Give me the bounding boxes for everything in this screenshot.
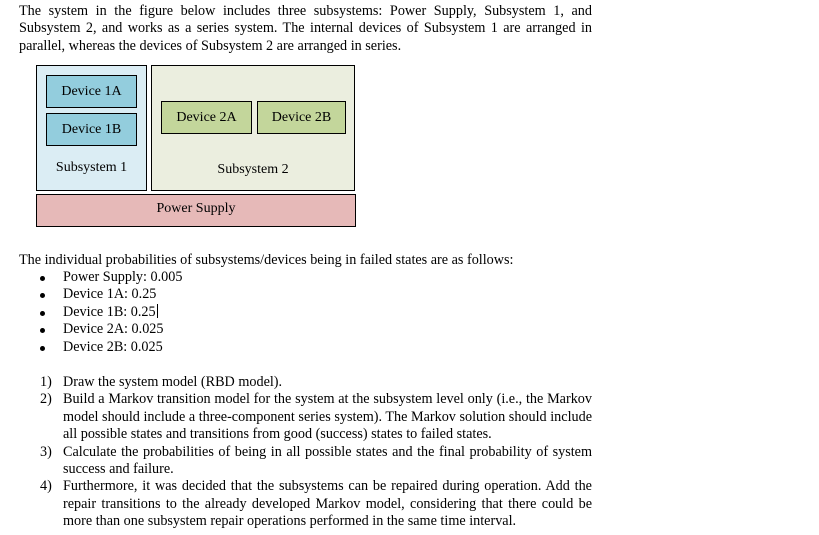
task-item [40,444,592,479]
list-item [40,321,182,338]
task-item [40,478,592,530]
list-item [40,269,182,286]
device-2a-box [161,101,252,134]
intro-paragraph: The system in the figure below includes three subsystems: Power Supply, Subsystem 1, and Subsystem 2, and works as a series system. The internal devices of Subsystem 1 are arranged in parallel, whereas the devices of Subsystem 2 are arranged in series. [19,3,592,54]
task-number: 1) [40,374,52,390]
device-2a-label: Device 2A [176,110,237,125]
list-item [40,339,182,356]
device-1a-label: Device 1A [61,84,122,99]
bullet-icon [40,311,45,316]
list-item [40,286,182,303]
bullet-icon [40,276,45,281]
task-text: Build a Markov transition model for the system at the subsystem level only (i.e., the Markov model should include a three-component series system). The Markov solution should include all possible states and transitions from good (success) states to failed states. [63,391,592,443]
probability-text: Device 1A: 0.25 [63,286,157,303]
text-cursor [157,304,158,318]
task-number: 3) [40,443,52,460]
subsystem-2-label: Subsystem 2 [217,162,289,177]
task-text: Furthermore, it was decided that the subsystems can be repaired during operation. Add the repair transitions to the already developed Markov model, considering that there could be more than one subsystem repair operations performed in the same time interval. [63,478,592,530]
bullet-icon [40,346,45,351]
probabilities-heading: The individual probabilities of subsystems/devices being in failed states are as follows: [19,252,514,268]
probability-text: Power Supply: 0.005 [63,269,183,285]
task-item [40,374,592,391]
subsystem-1-label: Subsystem 1 [55,160,128,175]
power-supply-box [36,194,356,227]
probability-text: Device 1B: 0.25 [63,303,156,320]
device-1b-label: Device 1B [61,122,122,137]
probabilities-list [40,269,182,356]
device-2b-box [257,101,346,134]
probability-text: Device 2B: 0.025 [63,338,163,355]
task-number: 4) [40,478,52,495]
probability-text: Device 2A: 0.025 [63,321,164,338]
device-1b-box [46,113,137,146]
task-list [40,374,592,531]
device-2b-label: Device 2B [271,110,332,125]
task-number: 2) [40,391,52,408]
task-item [40,391,592,443]
power-supply-label: Power Supply [156,201,236,216]
bullet-icon [40,293,45,298]
bullet-icon [40,328,45,333]
device-1a-box [46,75,137,108]
task-text: Draw the system model (RBD model). [63,374,283,390]
task-text: Calculate the probabilities of being in all possible states and the final probability of system success and failure. [63,443,592,478]
list-item [40,304,182,321]
